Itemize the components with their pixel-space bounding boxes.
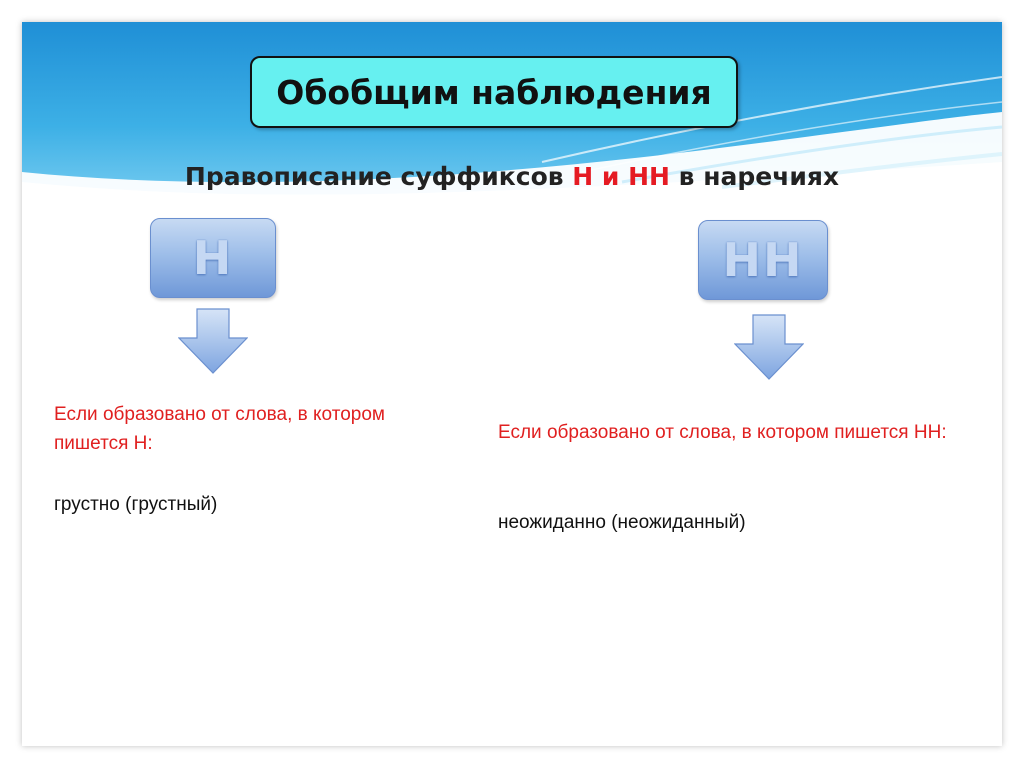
- letter-box-hh: [698, 220, 828, 300]
- letter-h: Н: [192, 231, 234, 285]
- title-box: [250, 56, 738, 128]
- example-h: грустно (грустный): [54, 494, 218, 515]
- subtitle-highlight: Н и НН: [572, 162, 670, 191]
- slide-title: Обобщим наблюдения: [276, 72, 712, 112]
- slide: [22, 22, 1002, 746]
- down-arrow-icon: [178, 308, 248, 374]
- subtitle-suffix: в наречиях: [669, 162, 840, 191]
- down-arrow-icon: [734, 314, 804, 380]
- subtitle-prefix: Правописание суффиксов: [184, 162, 573, 191]
- example-hh: неожиданно (неожиданный): [498, 512, 746, 533]
- rule-text-hh: Если образовано от слова, в котором пишется НН:: [498, 422, 947, 443]
- subtitle: [22, 162, 1002, 191]
- letter-box-h: [150, 218, 276, 298]
- rule-text-h: Если образовано от слова, в котором пишется Н:: [54, 404, 385, 454]
- letter-hh: НН: [722, 233, 804, 287]
